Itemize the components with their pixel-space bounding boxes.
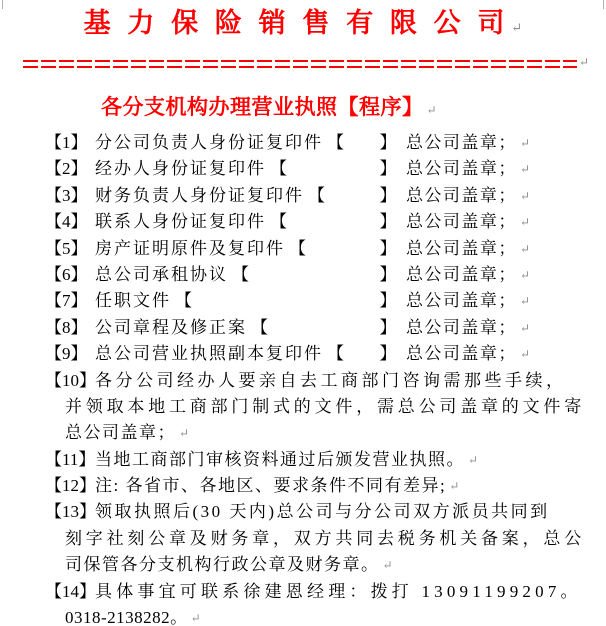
procedure-list xyxy=(0,130,606,626)
paragraph-item-14 xyxy=(45,579,598,626)
paragraph-line xyxy=(45,394,598,420)
paragraph-item-12 xyxy=(45,473,598,499)
item-text: 公司章程及修正案 xyxy=(95,317,247,337)
paragraph-text: 具体事宜可联系徐建恩经理：拨打 13091199207。 xyxy=(95,581,582,601)
paragraph-line xyxy=(45,499,598,525)
paragraph-mark-icon: ↵ xyxy=(426,103,437,117)
bracket-open: 【 xyxy=(270,212,287,232)
paragraph-mark-icon: ↵ xyxy=(519,136,530,150)
item-text: 总公司承租协议 xyxy=(95,264,228,284)
bracket-close: 】 xyxy=(379,185,398,205)
subtitle-row xyxy=(0,94,606,120)
item-number: 【3】 xyxy=(45,185,88,205)
paragraph-text: 当地工商部门审核资料通过后颁发营业执照。 xyxy=(95,449,465,469)
paragraph-text: 0318-2138282。 xyxy=(65,608,188,626)
stamp-text: 总公司盖章； xyxy=(405,264,517,284)
separator-row xyxy=(23,55,606,69)
stamp-note xyxy=(379,236,517,262)
paragraph-mark-icon: ↵ xyxy=(179,426,190,441)
paragraph-mark-icon: ↵ xyxy=(519,188,530,203)
item-number: 【13】 xyxy=(45,502,96,522)
item-number: 【14】 xyxy=(45,581,96,601)
item-number: 【2】 xyxy=(45,159,88,179)
margin-mark-right xyxy=(603,0,604,9)
item-number: 【8】 xyxy=(45,317,88,337)
stamp-note xyxy=(379,262,517,288)
stamp-text: 总公司盖章； xyxy=(405,133,517,152)
checklist-item-8 xyxy=(45,315,530,341)
paragraph-mark-icon: ↵ xyxy=(519,215,530,230)
stamp-text: 总公司盖章； xyxy=(405,317,517,337)
item-number: 【1】 xyxy=(45,133,88,152)
stamp-text: 总公司盖章； xyxy=(405,344,517,364)
margin-mark-left xyxy=(2,0,3,9)
bracket-close: 】 xyxy=(379,159,398,179)
paragraph-line xyxy=(45,368,598,394)
paragraph-text: 各分公司经办人要亲自去工商部门咨询需那些手续， xyxy=(95,370,567,390)
stamp-note xyxy=(379,183,517,209)
bracket-open: 【 xyxy=(232,264,249,284)
bracket-open: 【 xyxy=(327,344,344,364)
item-text: 经办人身份证复印件 xyxy=(95,159,266,179)
item-text: 联系人身份证复印件 xyxy=(95,212,266,232)
paragraph-text: 司保管各分支机构行政公章及财务章。 xyxy=(65,555,380,575)
checklist-item-1 xyxy=(45,130,530,156)
bracket-close: 】 xyxy=(379,264,398,284)
checklist-item-2 xyxy=(45,156,530,182)
company-title-row xyxy=(0,2,606,44)
stamp-note xyxy=(379,341,517,367)
stamp-text: 总公司盖章； xyxy=(405,159,517,179)
paragraph-text: 刻字社刻公章及财务章，双方共同去税务机关备案，总公 xyxy=(65,528,585,548)
paragraph-line xyxy=(45,447,598,473)
paragraph-mark-icon: ↵ xyxy=(519,320,530,335)
section-subtitle: 各分支机构办理营业执照【程序】 xyxy=(101,95,424,119)
bracket-open: 【 xyxy=(327,133,344,152)
paragraph-line xyxy=(45,526,598,552)
stamp-note xyxy=(379,288,517,314)
bracket-close: 】 xyxy=(379,317,398,337)
paragraph-mark-icon: ↵ xyxy=(190,611,201,626)
paragraph-mark-icon: ↵ xyxy=(579,55,590,69)
bracket-close: 】 xyxy=(379,238,398,258)
item-number: 【10】 xyxy=(45,370,96,390)
bracket-close: 】 xyxy=(379,291,398,311)
bracket-open: 【 xyxy=(308,185,325,205)
double-red-line xyxy=(23,60,577,68)
item-text: 任职文件 xyxy=(95,291,171,311)
checklist-item-3 xyxy=(45,183,530,209)
paragraph-mark-icon: ↵ xyxy=(519,347,530,362)
checklist-item-4 xyxy=(45,209,530,235)
item-number: 【4】 xyxy=(45,212,88,232)
stamp-text: 总公司盖章； xyxy=(405,291,517,311)
paragraph-mark-icon: ↵ xyxy=(382,558,393,573)
paragraph-text: 注: 各省市、各地区、要求条件不同有差异; xyxy=(95,476,447,496)
paragraph-mark-icon: ↵ xyxy=(519,294,530,309)
paragraph-mark-icon: ↵ xyxy=(449,479,460,494)
stamp-note xyxy=(379,315,517,341)
item-text: 总公司营业执照副本复印件 xyxy=(95,344,323,364)
paragraph-mark-icon: ↵ xyxy=(468,452,479,467)
paragraph-item-11 xyxy=(45,447,598,473)
item-text: 分公司负责人身份证复印件 xyxy=(95,133,323,152)
bracket-open: 【 xyxy=(289,238,306,258)
item-text: 财务负责人身份证复印件 xyxy=(95,185,304,205)
paragraph-mark-icon: ↵ xyxy=(519,162,530,177)
stamp-note xyxy=(379,156,517,182)
paragraph-mark-icon: ↵ xyxy=(519,241,530,256)
paragraph-text: 领取执照后(30 天内)总公司与分公司双方派员共同到 xyxy=(95,502,550,522)
paragraph-text: 并领取本地工商部门制式的文件，需总公司盖章的文件寄 xyxy=(65,396,585,416)
item-text: 房产证明原件及复印件 xyxy=(95,238,285,258)
paragraph-line xyxy=(45,552,598,578)
bracket-close: 】 xyxy=(379,344,398,364)
item-number: 【9】 xyxy=(45,344,88,364)
stamp-text: 总公司盖章； xyxy=(405,238,517,258)
bracket-open: 【 xyxy=(251,317,268,337)
paragraph-item-13 xyxy=(45,499,598,578)
paragraph-text: 总公司盖章； xyxy=(65,423,176,443)
stamp-note xyxy=(379,209,517,235)
bracket-close: 】 xyxy=(379,212,398,232)
item-number: 【12】 xyxy=(45,476,96,496)
paragraph-line xyxy=(45,473,598,499)
paragraph-line xyxy=(45,579,598,605)
paragraph-line xyxy=(45,420,598,446)
paragraph-item-10 xyxy=(45,368,598,447)
bracket-open: 【 xyxy=(270,159,287,179)
item-number: 【11】 xyxy=(45,449,96,469)
bracket-open: 【 xyxy=(175,291,192,311)
stamp-note xyxy=(379,130,517,156)
bracket-close: 】 xyxy=(379,133,398,152)
checklist-item-6 xyxy=(45,262,530,288)
checklist-item-7 xyxy=(45,288,530,314)
paragraph-line xyxy=(45,605,598,626)
paragraph-mark-icon: ↵ xyxy=(519,267,530,282)
paragraph-mark-icon: ↵ xyxy=(511,20,523,35)
stamp-text: 总公司盖章； xyxy=(405,212,517,232)
company-title: 基 力 保 险 销 售 有 限 公 司 xyxy=(83,8,510,38)
item-number: 【7】 xyxy=(45,291,88,311)
checklist-item-9 xyxy=(45,341,530,367)
item-number: 【6】 xyxy=(45,264,88,284)
stamp-text: 总公司盖章； xyxy=(405,185,517,205)
item-number: 【5】 xyxy=(45,238,88,258)
checklist-item-5 xyxy=(45,236,530,262)
